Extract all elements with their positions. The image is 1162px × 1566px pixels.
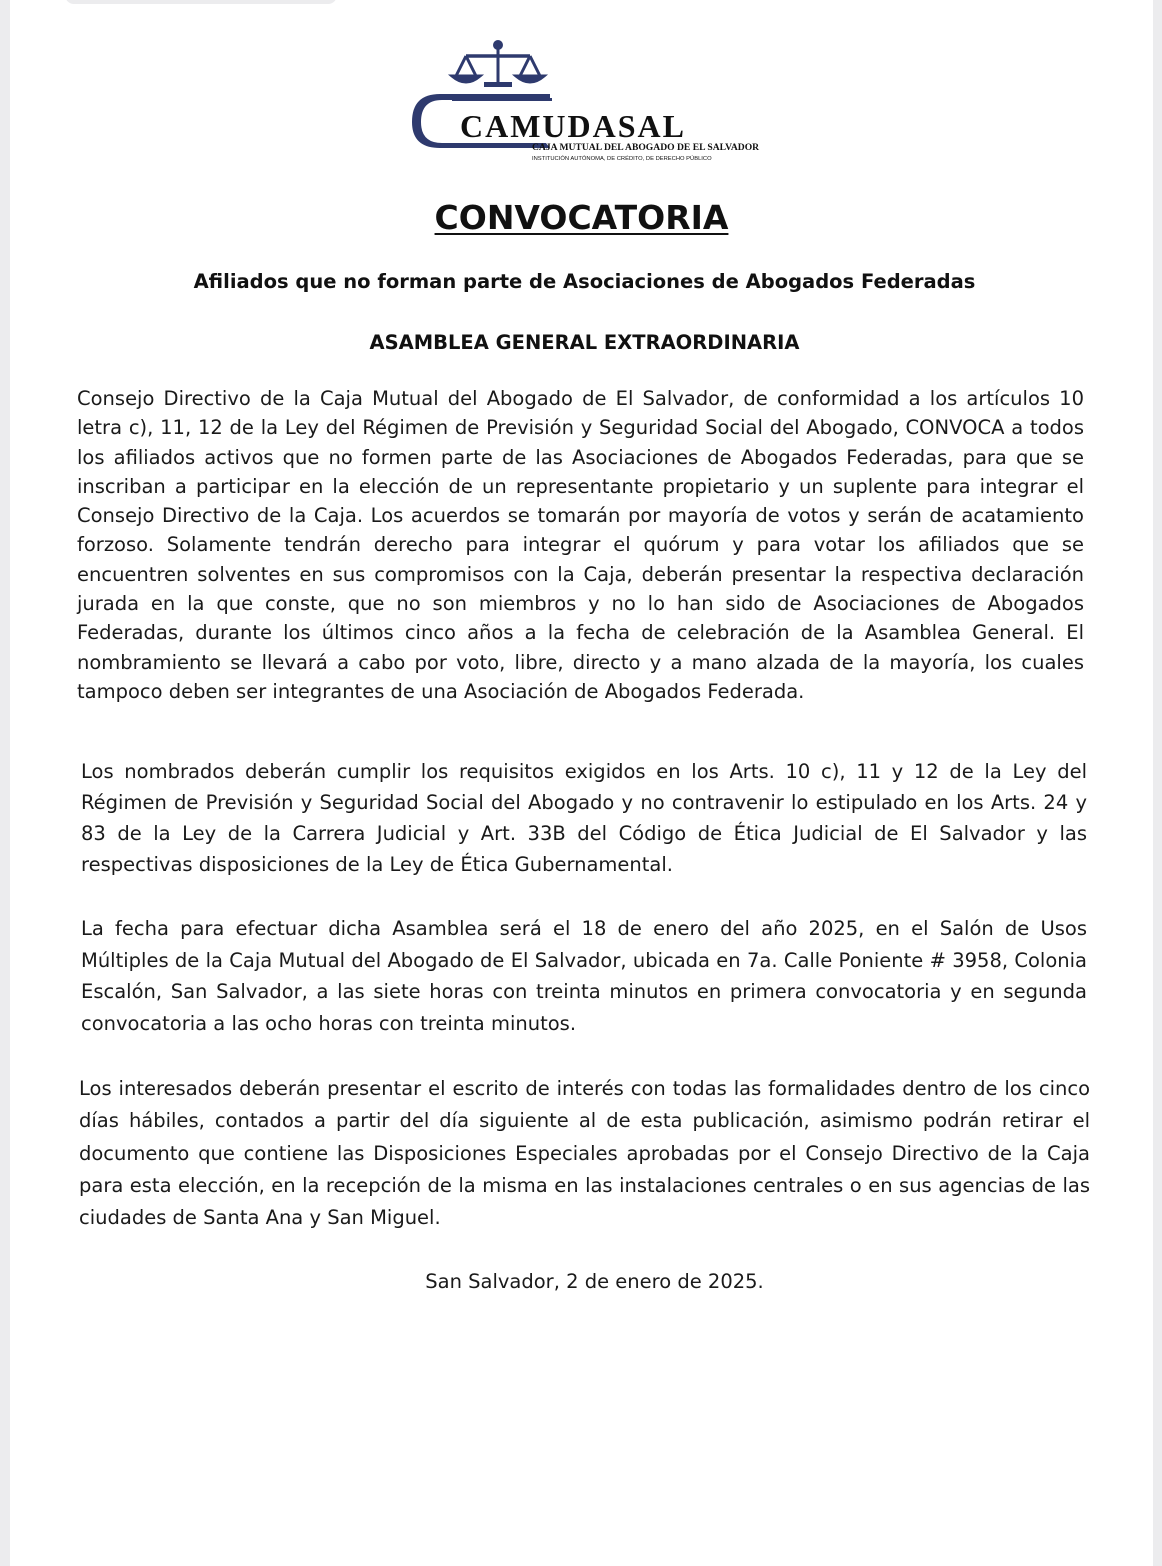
logo-name: CAMUDASAL: [460, 108, 686, 144]
camudasal-logo: [400, 38, 790, 166]
body-paragraph: Los interesados deberán presentar el escrito de interés con todas las formalidades dentro de los cinco días hábiles, contados a partir del día siguiente al de esta publicación, asimismo podrán retirar el documento que contiene las Disposiciones Especiales aprobadas por el Consejo Directivo de la Caja para esta elección, en la recepción de la misma en las instalaciones centrales o en sus agencias de las ciudades de Santa Ana y San Miguel.: [79, 1077, 1090, 1230]
viewer-top-pill: [65, 0, 337, 4]
document-page: [10, 0, 1153, 1566]
assembly-heading: ASAMBLEA GENERAL EXTRAORDINARIA: [369, 331, 800, 354]
document-title: CONVOCATORIA: [434, 198, 729, 237]
dateline: San Salvador, 2 de enero de 2025.: [425, 1270, 764, 1293]
logo-line1: CAJA MUTUAL DEL ABOGADO DE EL SALVADOR: [532, 142, 760, 153]
logo-line2: INSTITUCIÓN AUTÓNOMA, DE CRÉDITO, DE DERECHO PÚBLICO: [532, 156, 712, 162]
scales-of-justice-icon: [452, 42, 544, 88]
document-subtitle: Afiliados que no forman parte de Asociaciones de Abogados Federadas: [193, 270, 976, 293]
body-paragraph: Consejo Directivo de la Caja Mutual del Abogado de El Salvador, de conformidad a los artículos 10 letra c), 11, 12 de la Ley del Régimen de Previsión y Seguridad Social del Abogado, CONVOCA a todos los afiliados activos que no formen parte de las Asociaciones de Abogados Federadas, para que se inscriban a participar en la elección de un representante propietario y un suplente para integrar el Consejo Directivo de la Caja. Los acuerdos se tomarán por mayoría de votos y serán de acatamiento forzoso. Solamente tendrán derecho para integrar el quórum y para votar los afiliados que se encuentren solventes en sus compromisos con la Caja, deberán presentar la respectiva declaración jurada en la que conste, que no son miembros y no lo han sido de Asociaciones de Abogados Federadas, durante los últimos cinco años a la fecha de celebración de la Asamblea General. El nombramiento se llevará a cabo por voto, libre, directo y a mano alzada de la mayoría, los cuales tampoco deben ser integrantes de una Asociación de Abogados Federada.: [77, 387, 1084, 703]
body-paragraph: Los nombrados deberán cumplir los requisitos exigidos en los Arts. 10 c), 11 y 12 de la Ley del Régimen de Previsión y Seguridad Social del Abogado y no contravenir lo estipulado en los Arts. 24 y 83 de la Ley de la Carrera Judicial y Art. 33B del Código de Ética Judicial de El Salvador y las respectivas disposiciones de la Ley de Ética Gubernamental.: [81, 760, 1087, 876]
body-paragraph: La fecha para efectuar dicha Asamblea será el 18 de enero del año 2025, en el Salón de Usos Múltiples de la Caja Mutual del Abogado de El Salvador, ubicada en 7a. Calle Poniente # 3958, Colonia Escalón, San Salvador, a las siete horas con treinta minutos en primera convocatoria y en segunda convocatoria a las ocho horas con treinta minutos.: [81, 917, 1087, 1035]
